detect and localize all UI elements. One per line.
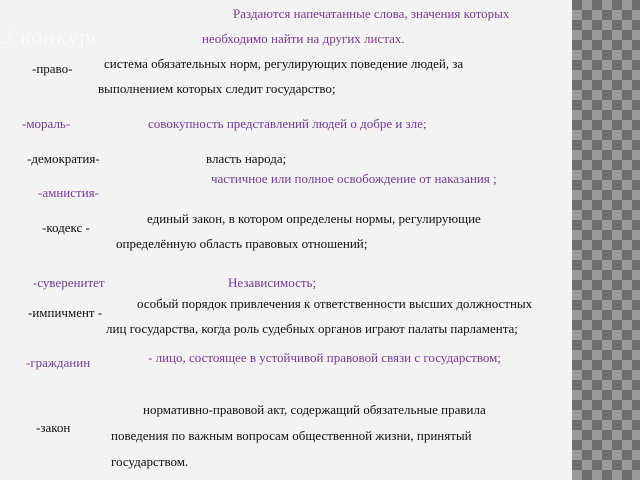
def-amnesty: частичное или полное освобождение от наказания ; [211,171,497,186]
def-law-line-1: нормативно-правовой акт, содержащий обязательные правила [143,402,486,417]
term-impeachment: -импичмент - [28,305,103,320]
def-pravo-line-2: выполнением которых следит государство; [98,81,336,96]
def-moral: совокупность представлений людей о добре и зле; [148,116,427,131]
term-democracy: -демократия- [27,151,100,166]
def-sovereignty: Независимость; [228,275,317,290]
term-sovereignty: -суверенитет [33,275,105,290]
def-citizen: - лицо, состоящее в устойчивой правовой связи с государством; [148,350,501,365]
term-law: -закон [36,420,71,435]
term-citizen: -гражданин [26,355,91,370]
slide-title-ghost: 2 конкурс [2,24,102,49]
def-law-line-2: поведения по важным вопросам общественной жизни, принятый [111,428,472,443]
decorative-pattern-strip [572,0,640,480]
def-impeachment-line-1: особый порядок привлечения к ответственности высших должностных [137,296,533,311]
def-law-line-3: государством. [111,454,189,469]
def-impeachment-line-2: лиц государства, когда роль судебных органов играют палаты парламента; [106,321,518,336]
header-line-1: Раздаются напечатанные слова, значения которых [233,6,510,21]
term-moral: -мораль- [22,116,71,131]
def-pravo-line-1: система обязательных норм, регулирующих поведение людей, за [104,56,464,71]
def-codex-line-1: единый закон, в котором определены нормы, регулирующие [147,211,481,226]
def-codex-line-2: определённую область правовых отношений; [116,236,368,251]
term-amnesty: -амнистия- [38,185,99,200]
term-pravo: -право- [32,61,73,76]
def-democracy: власть народа; [206,151,287,166]
term-codex: -кодекс - [42,220,90,235]
header-line-2: необходимо найти на других листах. [202,31,405,46]
